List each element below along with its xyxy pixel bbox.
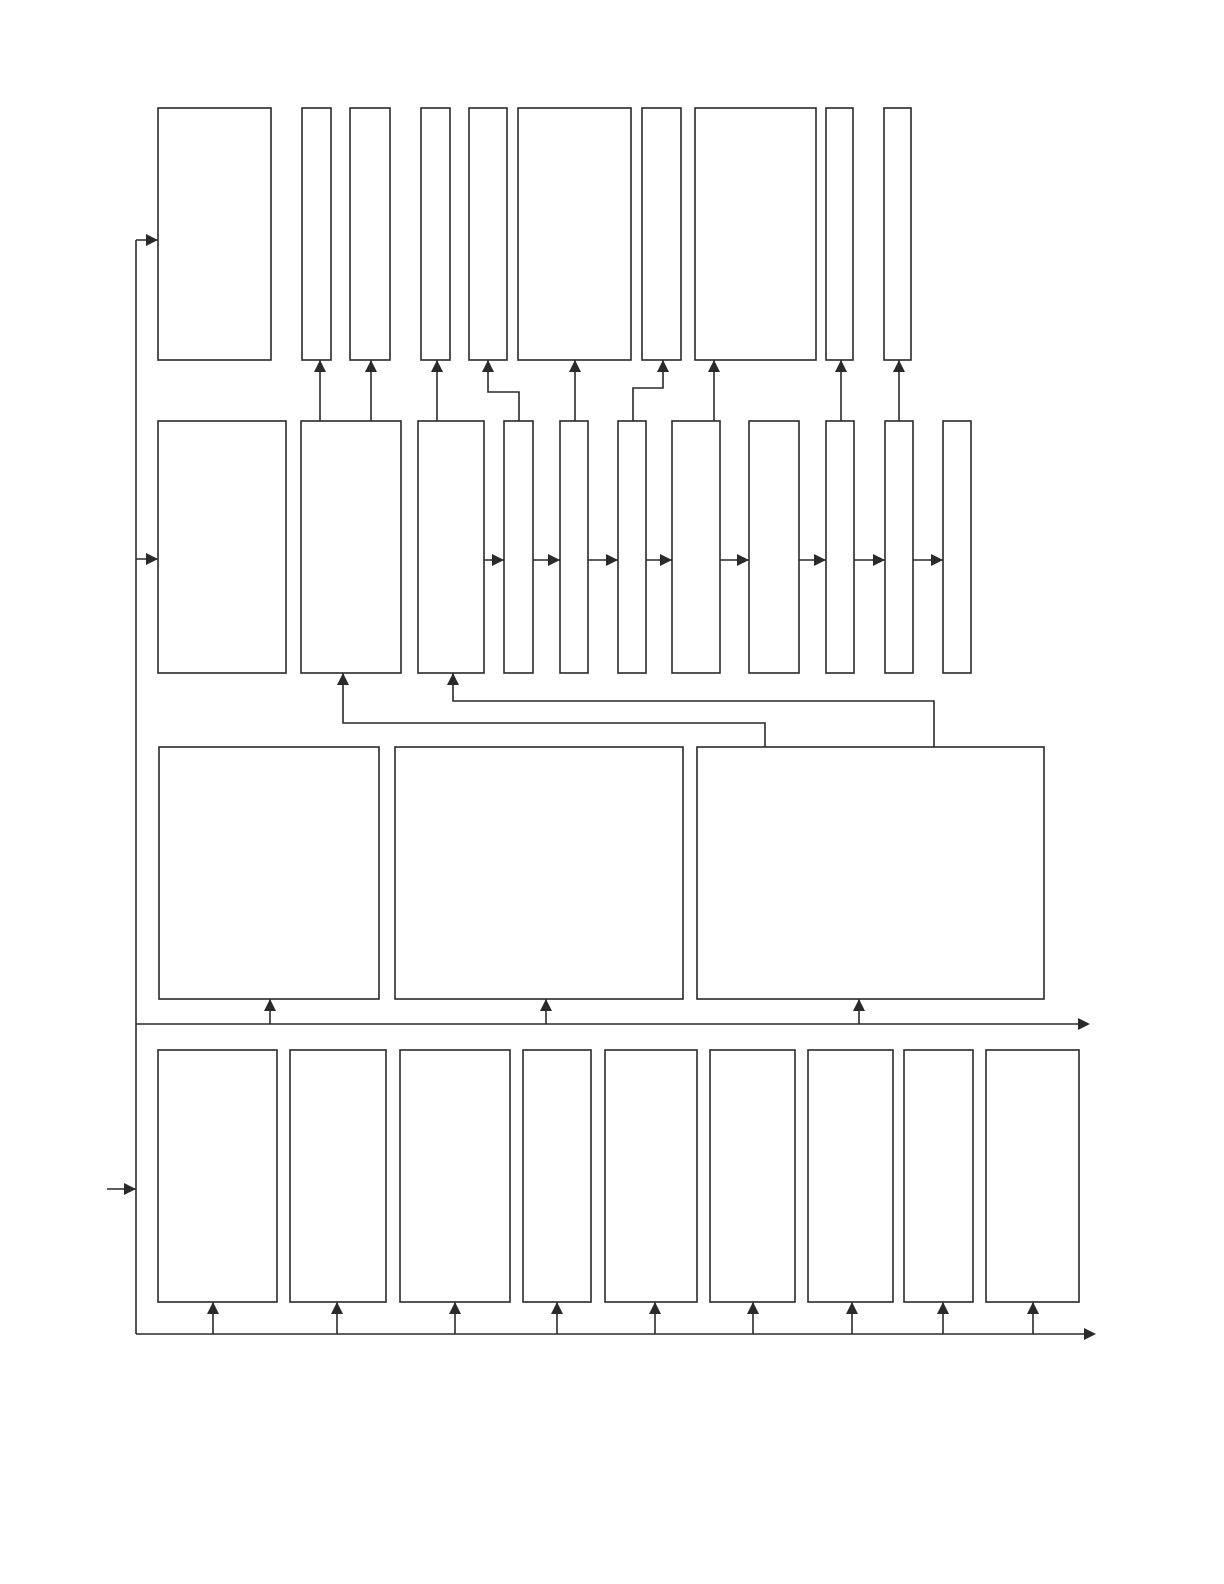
arrowhead-right <box>1078 1018 1090 1030</box>
row-second-block-4 <box>504 421 533 673</box>
connector-line <box>343 673 765 747</box>
row-bottom-block-2 <box>290 1050 386 1302</box>
row-bottom-block-6 <box>710 1050 795 1302</box>
arrowhead-up <box>1027 1302 1039 1314</box>
row-second-block-10 <box>885 421 913 673</box>
row-second-block-5 <box>560 421 588 673</box>
arrowhead-right <box>492 554 504 566</box>
row-bottom-block-1 <box>158 1050 277 1302</box>
arrowhead-up <box>569 360 581 372</box>
row-bottom-block-3 <box>400 1050 510 1302</box>
row-second-block-1 <box>158 421 286 673</box>
row-top-block-1 <box>158 108 271 360</box>
arrowhead-up <box>264 999 276 1011</box>
arrowhead-right <box>737 554 749 566</box>
arrowhead-up <box>747 1302 759 1314</box>
row-top <box>158 108 911 360</box>
arrowhead-up <box>649 1302 661 1314</box>
row-bottom-block-8 <box>904 1050 973 1302</box>
arrowhead-up <box>835 360 847 372</box>
arrowhead-right <box>814 554 826 566</box>
arrowhead-right <box>548 554 560 566</box>
arrowhead-up <box>449 1302 461 1314</box>
row-bottom <box>158 1050 1079 1302</box>
arrowhead-up <box>853 999 865 1011</box>
row-second-block-7 <box>672 421 720 673</box>
arrowhead-up <box>447 673 459 685</box>
arrowhead-right <box>146 553 158 565</box>
row-top-block-2 <box>302 108 331 360</box>
row-top-block-6 <box>518 108 631 360</box>
arrowhead-up <box>331 1302 343 1314</box>
arrowhead-right <box>1084 1328 1096 1340</box>
arrowhead-right <box>660 554 672 566</box>
row-third <box>159 747 1044 999</box>
row-top-block-10 <box>884 108 911 360</box>
row-second-block-8 <box>749 421 799 673</box>
row-bottom-block-7 <box>808 1050 893 1302</box>
row-second <box>158 421 971 673</box>
row-top-block-7 <box>642 108 681 360</box>
row-top-block-8 <box>695 108 816 360</box>
row-top-block-4 <box>421 108 450 360</box>
arrowhead-up <box>846 1302 858 1314</box>
arrowhead-right <box>606 554 618 566</box>
arrowhead-up <box>937 1302 949 1314</box>
row-top-block-9 <box>826 108 853 360</box>
arrowhead-up <box>893 360 905 372</box>
arrowhead-up <box>551 1302 563 1314</box>
row-second-block-2 <box>301 421 401 673</box>
row-third-block-3 <box>697 747 1044 999</box>
connector-line <box>453 673 934 747</box>
arrowhead-up <box>708 360 720 372</box>
row-top-block-5 <box>469 108 507 360</box>
arrowhead-up <box>431 360 443 372</box>
row-top-block-3 <box>350 108 390 360</box>
block-layer <box>158 108 1079 1302</box>
row-second-block-11 <box>943 421 971 673</box>
row-bottom-block-9 <box>986 1050 1079 1302</box>
arrowhead-up <box>314 360 326 372</box>
row-second-block-9 <box>826 421 854 673</box>
row-bottom-block-4 <box>523 1050 591 1302</box>
arrowhead-up <box>365 360 377 372</box>
arrowhead-right <box>931 554 943 566</box>
arrowhead-up <box>657 360 669 372</box>
arrowhead-up <box>540 999 552 1011</box>
row-third-block-2 <box>395 747 683 999</box>
arrowhead-right <box>146 234 158 246</box>
row-third-block-1 <box>159 747 379 999</box>
connector-line <box>488 360 519 421</box>
row-second-block-6 <box>618 421 646 673</box>
arrowhead-right <box>873 554 885 566</box>
arrowhead-up <box>207 1302 219 1314</box>
arrowhead-right <box>124 1183 136 1195</box>
arrowhead-up <box>337 673 349 685</box>
row-second-block-3 <box>418 421 484 673</box>
row-bottom-block-5 <box>605 1050 697 1302</box>
arrowhead-up <box>482 360 494 372</box>
